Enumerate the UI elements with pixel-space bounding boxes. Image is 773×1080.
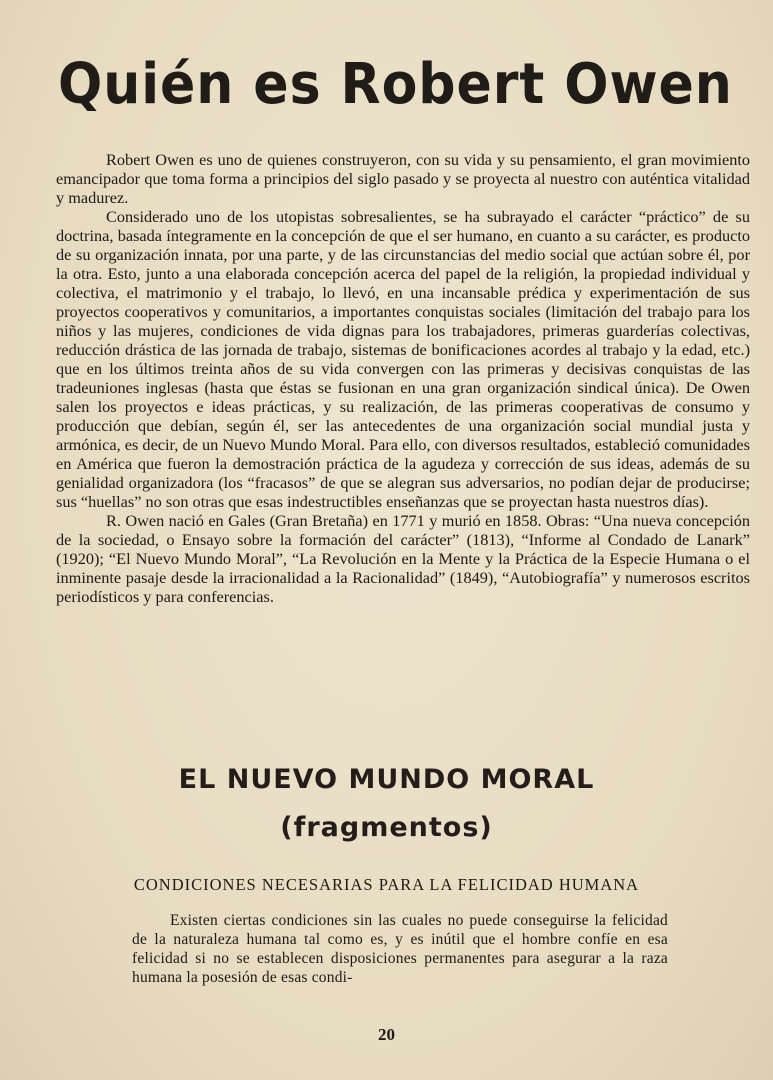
biography-text [56, 150, 750, 606]
paragraph: Robert Owen es uno de quienes construyeron, con su vida y su pensamiento, el gran movimiento emancipador que toma forma a principios del siglo pasado y se proyecta al nuestro con auténtica vitalidad y madurez. [56, 150, 750, 207]
chapter-heading: CONDICIONES NECESARIAS PARA LA FELICIDAD HUMANA [133, 875, 640, 894]
paragraph: R. Owen nació en Gales (Gran Bretaña) en 1771 y murió en 1858. Obras: “Una nueva concepción de la sociedad, o Ensayo sobre la formación del carácter” (1813), “Informe al Condado de Lanark” (1920); “El Nuevo Mundo Moral”, “La Revolución en la Mente y la Práctica de la Especie Humana o el inminente pasaje desde la irracionalidad a la Racionalidad” (1849), “Autobiografía” y numerosos escritos periodísticos y para conferencias. [56, 511, 750, 606]
paragraph: Existen ciertas condiciones sin las cuales no puede conseguirse la felicidad de la naturaleza humana tal como es, y es inútil que el hombre confíe en esa felicidad si no se establecen disposiciones permanentes para asegurar a la raza humana la posesión de esas condi- [132, 912, 668, 986]
page-title: Quién es Robert Owen [58, 52, 733, 117]
page-number: 20 [378, 1025, 395, 1044]
paragraph: Considerado uno de los utopistas sobresalientes, se ha subrayado el carácter “práctico” de su doctrina, basada íntegramente en la concepción de que el ser humano, en cuanto a su carácter, es producto de su organización innata, por una parte, y de las circunstancias del medio social que actúan sobre él, por la otra. Esto, junto a una elaborada concepción acerca del papel de la religión, la propiedad individual y colectiva, el matrimonio y el trabajo, lo llevó, en una incansable prédica y experimentación de sus proyectos cooperativos y comunitarios, a importantes conquistas sociales (limitación del trabajo para los niños y las mujeres, condiciones de vida dignas para los trabajadores, primeras guarderías colectivas, reducción drástica de las jornada de trabajo, sistemas de bonificaciones acordes al trabajo y la edad, etc.) que en los últimos treinta años de su vida convergen con las primeras y decisivas conquistas de las tradeuniones inglesas (hasta que éstas se fusionan en una gran organización sindical única). De Owen salen los proyectos e ideas prácticas, y su realización, de las primeras cooperativas de consumo y producción que debían, según él, ser las antecedentes de una organización social mundial justa y armónica, es decir, de un Nuevo Mundo Moral. Para ello, con diversos resultados, estableció comunidades en América que fueron la demostración práctica de la agudeza y corrección de sus ideas, además de su genialidad organizadora (los “fracasos” de que se alegran sus adversarios, no podían dejar de producirse; sus “huellas” no son otras que esas indestructibles enseñanzas que se proyectan hasta nuestros días). [56, 207, 750, 511]
fragment-text [132, 911, 668, 987]
section-subtitle: (fragmentos) [280, 812, 493, 843]
section-title: EL NUEVO MUNDO MORAL [178, 764, 595, 795]
